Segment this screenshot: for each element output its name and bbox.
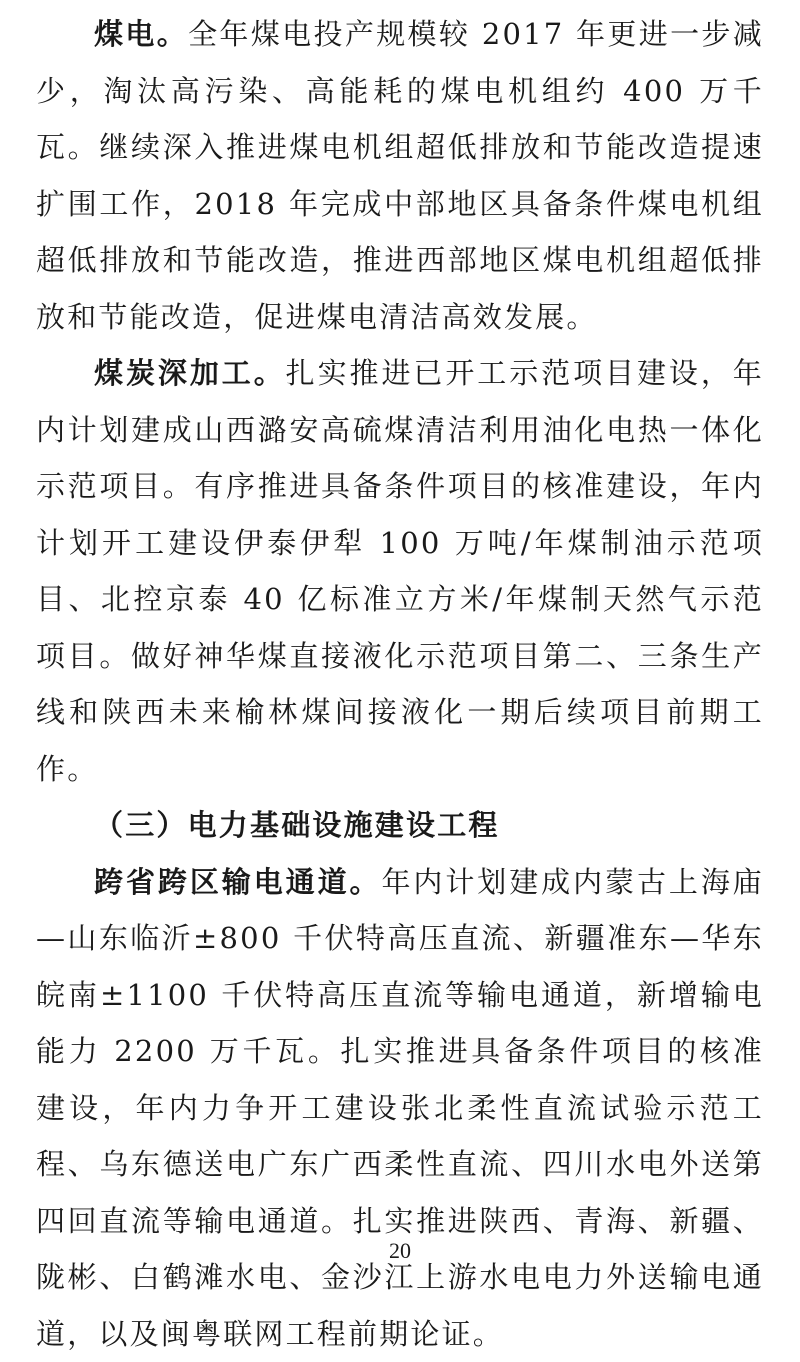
page-number: 20 bbox=[0, 1238, 800, 1264]
paragraph-text: 年内计划建成内蒙古上海庙—山东临沂±800 千伏特高压直流、新疆准东—华东皖南±1100 千伏特高压直流等输电通道，新增输电能力 2200 万千瓦。扎实推进具备条件项目的核准建设，年内力争开工建设张北柔性直流试验示范工程、乌东德送电广东广西柔性直流、四川水电外送第四回直流等输电通道。扎实推进陕西、青海、新疆、陇彬、白鹤滩水电、金沙江上游水电电力外送输电通道，以及闽粤联网工程前期论证。 bbox=[36, 865, 764, 1351]
paragraph-text: 扎实推进已开工示范项目建设，年内计划建成山西潞安高硫煤清洁利用油化电热一体化示范项目。有序推进具备条件项目的核准建设，年内计划开工建设伊泰伊犁 100 万吨/年煤制油示范项目、北控京泰 40 亿标准立方米/年煤制天然气示范项目。做好神华煤直接液化示范项目第二、三条生产线和陕西未来榆林煤间接液化一期后续项目前期工作。 bbox=[36, 356, 764, 786]
paragraph-transmission bbox=[36, 854, 764, 1362]
paragraph-coal-processing bbox=[36, 345, 764, 797]
document-body bbox=[36, 6, 764, 1362]
paragraph-lead: 煤炭深加工。 bbox=[94, 356, 286, 390]
paragraph-coal-power bbox=[36, 6, 764, 345]
paragraph-lead: 跨省跨区输电通道。 bbox=[94, 865, 381, 899]
paragraph-text: 全年煤电投产规模较 2017 年更进一步减少，淘汰高污染、高能耗的煤电机组约 400 万千瓦。继续深入推进煤电机组超低排放和节能改造提速扩围工作，2018 年完成中部地区具备条件煤电机组超低排放和节能改造，推进西部地区煤电机组超低排放和节能改造，促进煤电清洁高效发展。 bbox=[36, 17, 764, 334]
section-heading: （三）电力基础设施建设工程 bbox=[36, 797, 764, 854]
paragraph-lead: 煤电。 bbox=[94, 17, 188, 51]
